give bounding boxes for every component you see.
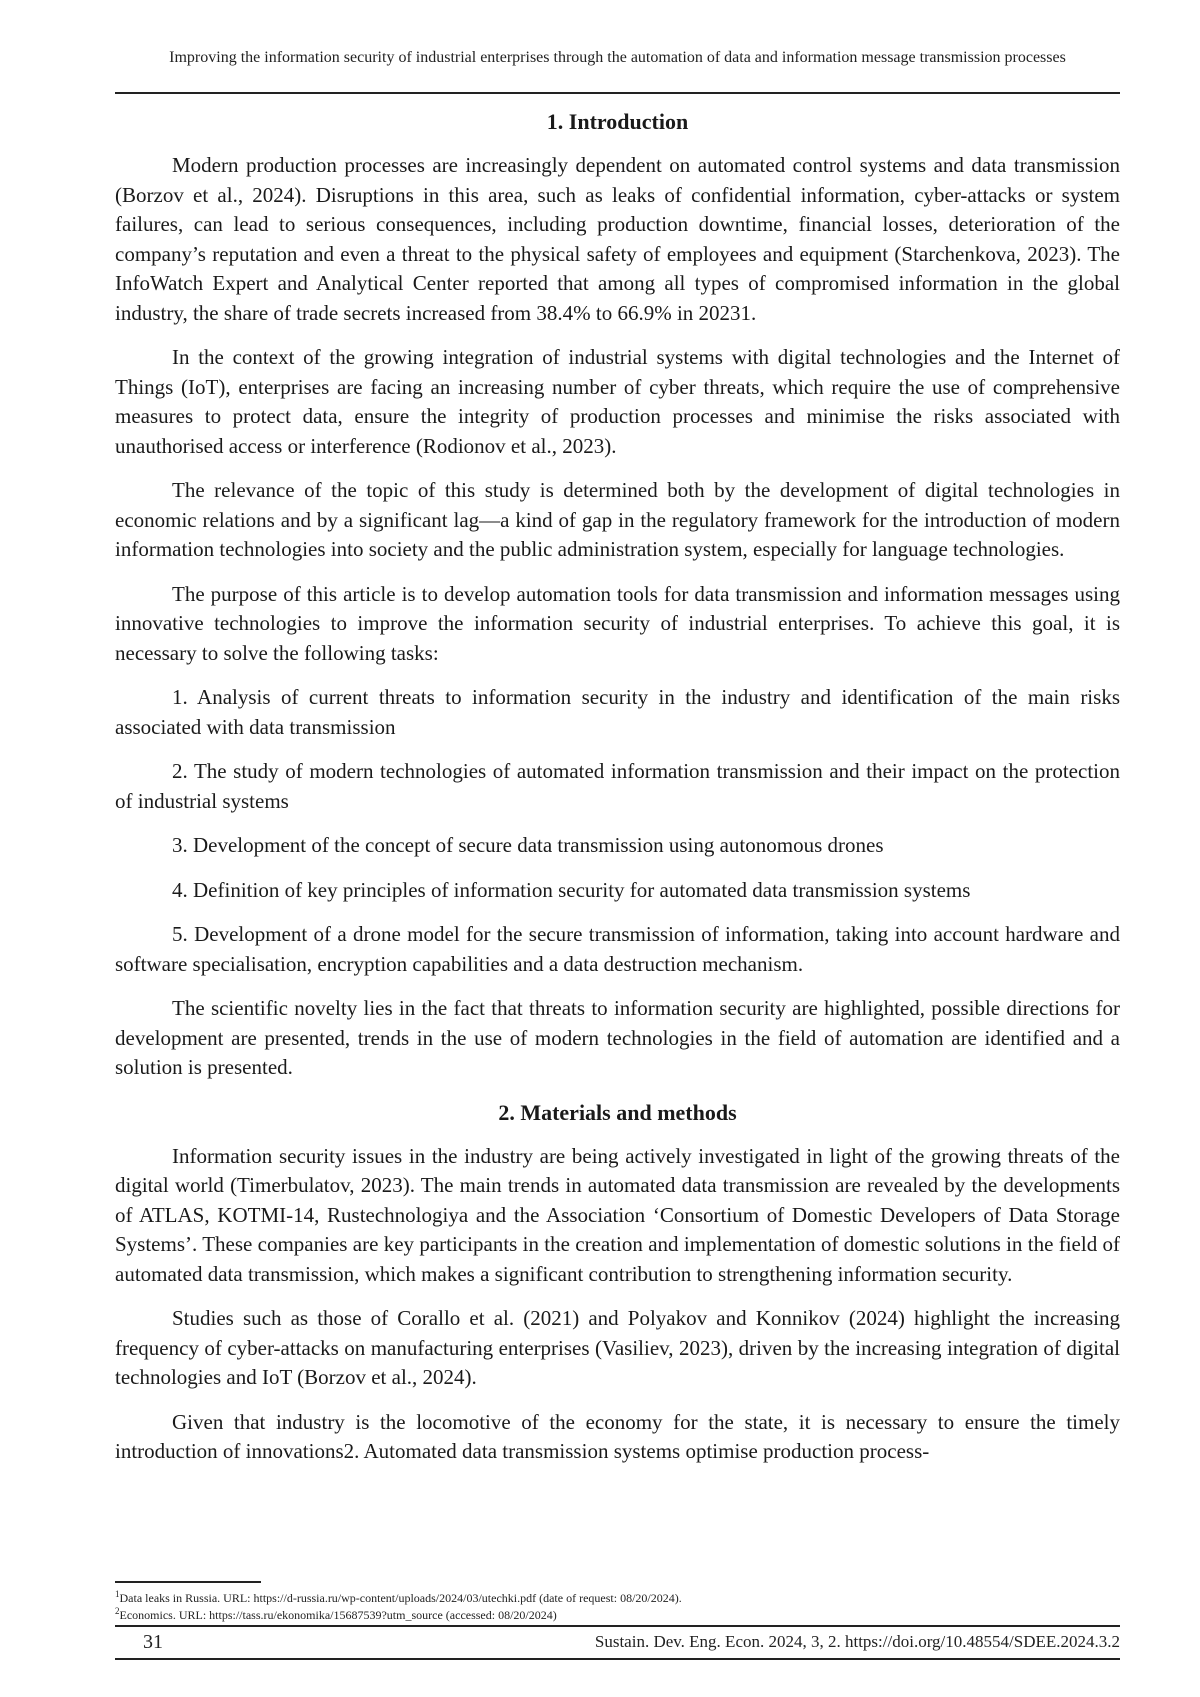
footnote-text: Economics. URL: https://tass.ru/ekonomika/15687539?utm_source (accessed: 08/20/2024) bbox=[119, 1608, 557, 1622]
footnote-text: Data leaks in Russia. URL: https://d-russia.ru/wp-content/uploads/2024/03/utechki.pdf (date of request: 08/20/2024). bbox=[119, 1591, 682, 1605]
section-heading: 2. Materials and methods bbox=[498, 1099, 737, 1125]
article-body bbox=[115, 107, 1120, 1482]
header-divider bbox=[115, 92, 1120, 94]
page-footer bbox=[115, 1628, 1120, 1656]
paragraph: Studies such as those of Corallo et al. (2021) and Polyakov and Konnikov (2024) highlight the increasing frequency of cyber-attacks on manufacturing enterprises (Vasiliev, 2023), driven by the increasing integration of digital technologies and IoT (Borzov et al., 2024). bbox=[115, 1306, 1120, 1389]
footnotes bbox=[115, 1590, 1120, 1624]
running-header: Improving the information security of industrial enterprises through the automation of data and information message transmission processes bbox=[169, 49, 1066, 66]
section-introduction bbox=[115, 107, 1120, 1083]
paragraph: Information security issues in the industry are being actively investigated in light of the growing threats of the digital world (Timerbulatov, 2023). The main trends in automated data transmission are revealed by the developments of ATLAS, KOTMI-14, Rustechnologiya and the Association ‘Consortium of Domestic Developers of Data Storage Systems’. These companies are key participants in the creation and implementation of domestic solutions in the field of automated data transmission, which makes a significant contribution to strengthening information security. bbox=[115, 1143, 1120, 1286]
footer-divider-top bbox=[115, 1625, 1120, 1627]
task-list-item: 4. Definition of key principles of information security for automated data transmission systems bbox=[172, 877, 971, 902]
footnote-1 bbox=[115, 1590, 1120, 1607]
paragraph: The relevance of the topic of this study is determined both by the development of digital technologies in economic relations and by a significant lag—a kind of gap in the regulatory framework for the introduction of modern information technologies into society and the public administration system, especially for language technologies. bbox=[115, 478, 1120, 561]
task-list-item: 2. The study of modern technologies of automated information transmission and their impact on the protection of industrial systems bbox=[115, 759, 1120, 813]
section-heading: 1. Introduction bbox=[546, 109, 689, 134]
footnote-divider bbox=[115, 1581, 261, 1583]
task-list-item: 5. Development of a drone model for the secure transmission of information, taking into account hardware and software specialisation, encryption capabilities and a data destruction mechanism. bbox=[115, 922, 1120, 976]
paragraph: The scientific novelty lies in the fact that threats to information security are highlighted, possible directions for development are presented, trends in the use of modern technologies in the field of automation are identified and a solution is presented. bbox=[115, 996, 1120, 1079]
footnote-mark: 1 bbox=[115, 1589, 120, 1599]
page-number: 31 bbox=[143, 1631, 163, 1653]
paragraph: Given that industry is the locomotive of the economy for the state, it is necessary to ensure the timely introduction of innovations2. Automated data transmission systems optimise production process- bbox=[115, 1409, 1120, 1463]
task-list-item: 1. Analysis of current threats to information security in the industry and identification of the main risks associated with data transmission bbox=[115, 685, 1120, 739]
paragraph: In the context of the growing integration of industrial systems with digital technologies and the Internet of Things (IoT), enterprises are facing an increasing number of cyber threats, which require the use of comprehensive measures to protect data, ensure the integrity of production processes and minimise the risks associated with unauthorised access or interference (Rodionov et al., 2023). bbox=[115, 345, 1120, 458]
footer-divider-bottom bbox=[115, 1658, 1120, 1660]
footnote-mark: 2 bbox=[115, 1606, 120, 1616]
paragraph: The purpose of this article is to develop automation tools for data transmission and information messages using innovative technologies to improve the information security of industrial enterprises. To achieve this goal, it is necessary to solve the following tasks: bbox=[115, 581, 1120, 665]
task-list-item: 3. Development of the concept of secure data transmission using autonomous drones bbox=[172, 833, 884, 857]
paragraph: Modern production processes are increasingly dependent on automated control systems and data transmission (Borzov et al., 2024). Disruptions in this area, such as leaks of confidential information, cyber-attacks or system failures, can lead to serious consequences, including production downtime, financial losses, deterioration of the company’s reputation and even a threat to the physical safety of employees and equipment (Starchenkova, 2023). The InfoWatch Expert and Analytical Center reported that among all types of compromised information in the global industry, the share of trade secrets increased from 38.4% to 66.9% in 20231. bbox=[115, 153, 1120, 325]
journal-citation: Sustain. Dev. Eng. Econ. 2024, 3, 2. https://doi.org/10.48554/SDEE.2024.3.2 bbox=[594, 1632, 1120, 1651]
footnote-2 bbox=[115, 1607, 1120, 1624]
section-materials-and-methods bbox=[115, 1098, 1120, 1467]
